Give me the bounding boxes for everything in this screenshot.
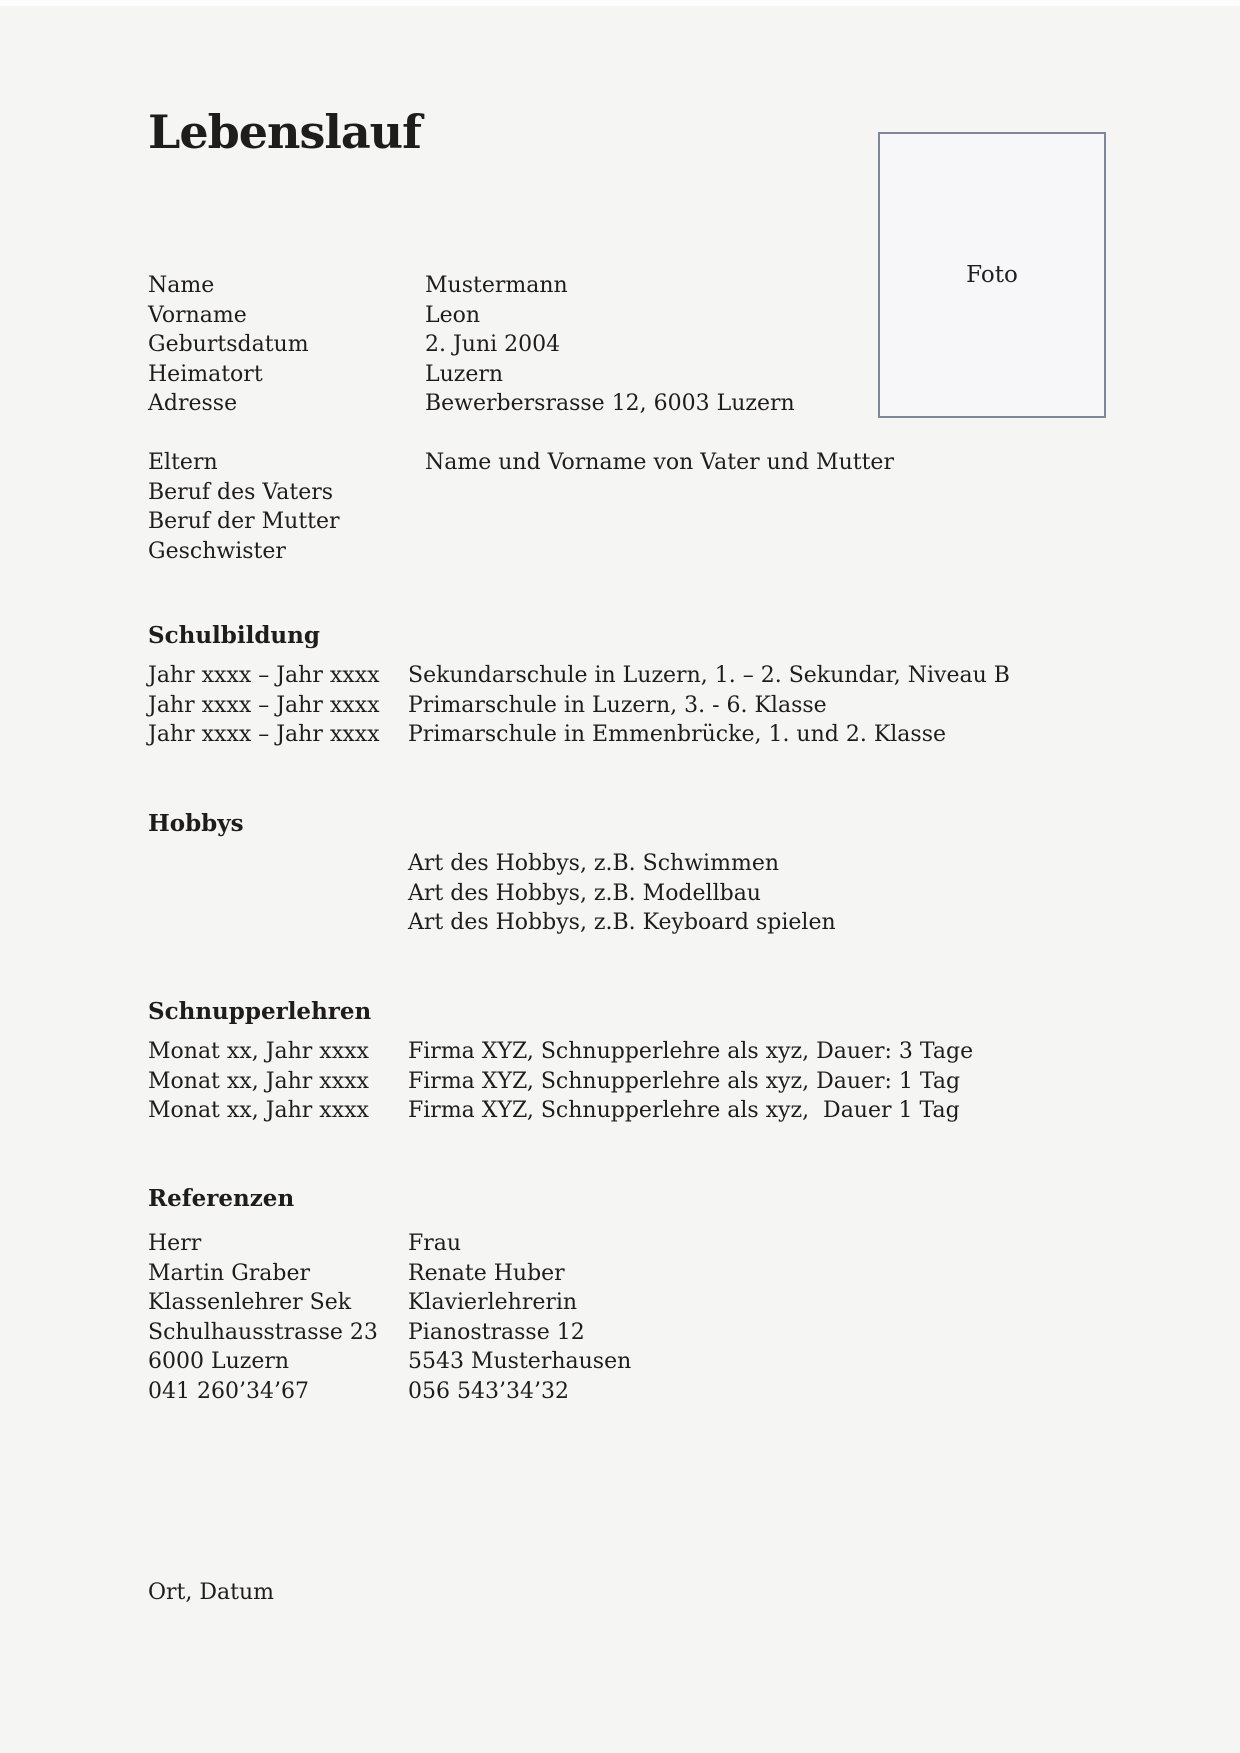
- contact-salutation: Herr: [148, 1231, 202, 1256]
- reference-contact: [148, 1229, 408, 1406]
- schnupperlehre-description: Firma XYZ, Schnupperlehre als xyz, Dauer: 3 Tage: [408, 1039, 974, 1064]
- schulbildung-row: [148, 720, 1010, 750]
- referenzen-section: [148, 1229, 668, 1406]
- contact-role: Klassenlehrer Sek: [148, 1290, 352, 1315]
- period-label: Monat xx, Jahr xxxx: [148, 1098, 369, 1123]
- schnupperlehre-row: [148, 1067, 973, 1097]
- personal-info-section: [148, 271, 795, 419]
- schulbildung-section: [148, 661, 1010, 750]
- schulbildung-description: Primarschule in Emmenbrücke, 1. und 2. Klasse: [408, 722, 947, 747]
- field-label: Beruf des Vaters: [148, 479, 334, 505]
- contact-name: Renate Huber: [408, 1260, 565, 1286]
- contact-role: Klavierlehrerin: [408, 1290, 578, 1315]
- contact-city: 5543 Musterhausen: [408, 1349, 632, 1374]
- period-label: Monat xx, Jahr xxxx: [148, 1039, 369, 1064]
- hobby-item: Art des Hobbys, z.B. Schwimmen: [408, 851, 780, 876]
- field-label: Adresse: [148, 391, 238, 416]
- field-value: 2. Juni 2004: [425, 332, 561, 357]
- personal-info-row: [148, 330, 795, 360]
- schulbildung-heading: Schulbildung: [148, 622, 320, 649]
- hobbys-section: [408, 849, 836, 938]
- field-label: Geburtsdatum: [148, 332, 309, 357]
- schulbildung-row: [148, 691, 1010, 721]
- personal-info-row: [148, 271, 795, 301]
- field-label: Beruf der Mutter: [148, 509, 340, 534]
- field-value: Mustermann: [425, 273, 568, 298]
- schnupperlehre-description: Firma XYZ, Schnupperlehre als xyz, Dauer: 1 Tag: [408, 1068, 961, 1094]
- photo-placeholder-label: Foto: [966, 262, 1018, 288]
- contact-salutation: Frau: [408, 1231, 462, 1256]
- period-label: Monat xx, Jahr xxxx: [148, 1068, 369, 1094]
- field-label: Vorname: [148, 302, 247, 328]
- field-label: Eltern: [148, 450, 218, 475]
- contact-phone: 041 260’34’67: [148, 1378, 309, 1404]
- field-value: Luzern: [425, 361, 504, 387]
- contact-city: 6000 Luzern: [148, 1349, 290, 1374]
- photo-placeholder-box: [878, 132, 1106, 418]
- hobby-item: Art des Hobbys, z.B. Modellbau: [408, 880, 761, 906]
- contact-phone: 056 543’34’32: [408, 1378, 569, 1404]
- family-info-section: [148, 448, 894, 566]
- referenzen-heading: Referenzen: [148, 1185, 295, 1212]
- personal-info-row: [148, 301, 795, 331]
- reference-contact: [408, 1229, 668, 1406]
- field-label: Name: [148, 273, 215, 298]
- schnupperlehre-row: [148, 1096, 973, 1126]
- contact-name: Martin Graber: [148, 1260, 311, 1286]
- hobbys-heading: Hobbys: [148, 810, 244, 837]
- family-info-row: [148, 537, 894, 567]
- schulbildung-row: [148, 661, 1010, 691]
- contact-street: Schulhausstrasse 23: [148, 1319, 378, 1345]
- schulbildung-description: Primarschule in Luzern, 3. - 6. Klasse: [408, 692, 827, 718]
- contact-street: Pianostrasse 12: [408, 1319, 585, 1345]
- schnupperlehre-description: Firma XYZ, Schnupperlehre als xyz, Dauer 1 Tag: [408, 1098, 960, 1123]
- hobby-item: Art des Hobbys, z.B. Keyboard spielen: [408, 910, 836, 935]
- field-value: Leon: [425, 302, 481, 328]
- period-label: Jahr xxxx – Jahr xxxx: [148, 692, 380, 718]
- page-title: Lebenslauf: [148, 105, 421, 159]
- schnupperlehren-heading: Schnupperlehren: [148, 998, 372, 1025]
- family-info-row: [148, 448, 894, 478]
- signature-placeholder: Ort, Datum: [148, 1580, 275, 1605]
- field-value: Name und Vorname von Vater und Mutter: [425, 450, 894, 475]
- personal-info-row: [148, 389, 795, 419]
- family-info-row: [148, 507, 894, 537]
- field-label: Heimatort: [148, 361, 263, 387]
- period-label: Jahr xxxx – Jahr xxxx: [148, 722, 380, 747]
- schnupperlehre-row: [148, 1037, 973, 1067]
- schulbildung-description: Sekundarschule in Luzern, 1. – 2. Sekundar, Niveau B: [408, 663, 1010, 688]
- period-label: Jahr xxxx – Jahr xxxx: [148, 663, 380, 688]
- field-label: Geschwister: [148, 538, 286, 564]
- personal-info-row: [148, 360, 795, 390]
- schnupperlehren-section: [148, 1037, 973, 1126]
- field-value: Bewerbersrasse 12, 6003 Luzern: [425, 391, 795, 416]
- family-info-row: [148, 478, 894, 508]
- page-top-edge: [0, 0, 1240, 6]
